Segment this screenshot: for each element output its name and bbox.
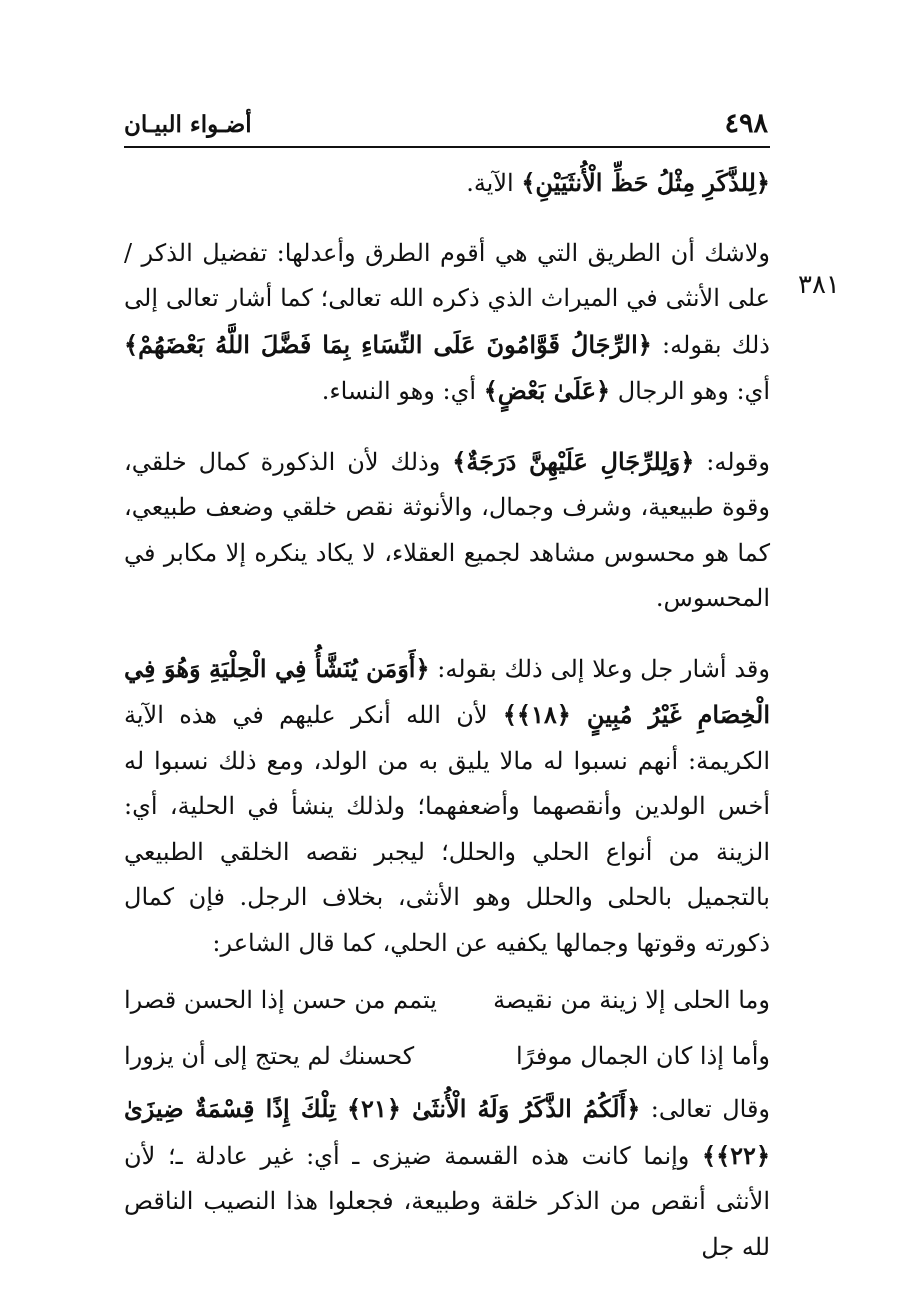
text-span: أي: وهو الرجال (610, 377, 770, 405)
header-rule (124, 146, 770, 148)
text-span: الآية. (466, 169, 522, 197)
text-span: وقوله: (694, 447, 770, 476)
text-span: لأن الله أنكر عليهم في هذه الآية الكريمة: أنهم نسبوا له مالا يليق به من الولد، ومع ذلك نسبوا له أخس الولدين وأنقصهما وأضعفهما؛ ولذلك ينشأ في الحلية، أي: الزينة من أنواع الحلي والحلل؛ ليجبر نقصه الخلقي الطبيعي بالتجميل بالحلى والحلل وهو الأنثى، بخلاف الرجل. فإن كمال ذكورته وقوتها وجمالها يكفيه عن الحلي، كما قال الشاعر: (124, 701, 770, 957)
poem-verse-line (124, 974, 770, 1030)
poem-second-hemistich: يتمم من حسن إذا الحسن قصرا (124, 986, 437, 1014)
paragraph-verse-fragment (124, 160, 770, 207)
quran-verse: ﴿أَلَكُمُ الذَّكَرُ وَلَهُ الْأُنثَىٰ ﴿٢١﴾ تِلْكَ إِذًا قِسْمَةٌ ضِيزَىٰ ﴿٢٢﴾﴾ (124, 1094, 770, 1170)
page-header (124, 106, 768, 146)
quran-verse: ﴿أَوَمَن يُنَشَّأُ فِي الْحِلْيَةِ وَهُوَ فِي الْخِصَامِ غَيْرُ مُبِينٍ ﴿١٨﴾﴾ (124, 653, 770, 729)
body-text (124, 160, 770, 1294)
quran-verse: ﴿عَلَىٰ بَعْضٍ﴾ (483, 376, 611, 405)
quran-verse: ﴿وَلِلرِّجَالِ عَلَيْهِنَّ دَرَجَةٌ﴾ (452, 446, 695, 476)
paragraph-inheritance (124, 231, 770, 415)
paragraph-adornment (124, 646, 770, 967)
running-title: أضـواء البيـان (124, 111, 252, 138)
paragraph-degree (124, 439, 770, 622)
poem-verse-line (124, 1030, 770, 1086)
margin-page-reference: ٣٨١ (798, 270, 840, 300)
text-span: وذلك لأن الذكورة كمال خلقي، وقوة طبيعية، وشرف وجمال، والأنوثة نقص خلقي وضعف طبيعي، كما هو محسوس مشاهد لجميع العقلاء، لا يكاد ينكره إلا مكابر في المحسوس. (124, 447, 770, 612)
poem-second-hemistich: كحسنك لم يحتج إلى أن يزورا (124, 1042, 415, 1070)
text-span: وقال تعالى: (640, 1095, 771, 1123)
text-span: ولاشك أن الطريق التي هي أقوم الطرق وأعدلها: تفضيل الذكر / على الأنثى في الميراث الذي ذكره الله تعالى؛ كما أشار تعالى إلى ذلك بقوله: (124, 238, 771, 359)
paragraph-unjust-division (124, 1086, 770, 1270)
quran-verse: ﴿لِلذَّكَرِ مِثْلُ حَظِّ الْأُنثَيَيْنِ﴾ (521, 168, 770, 197)
text-span: وإنما كانت هذه القسمة ضيزى ـ أي: غير عادلة ـ؛ لأن الأنثى أنقص من الذكر خلقة وطبيعة، فجعلوا هذا النصيب الناقص لله جل (124, 1141, 770, 1261)
poem-first-hemistich: وما الحلى إلا زينة من نقيصة (493, 986, 770, 1014)
page-number: ٤٩٨ (724, 108, 768, 139)
poem-first-hemistich: وأما إذا كان الجمال موفرًا (515, 1042, 770, 1070)
quran-verse: ﴿الرِّجَالُ قَوَّامُونَ عَلَى النِّسَاءِ بِمَا فَضَّلَ اللَّهُ بَعْضَهُمْ﴾ (124, 329, 652, 359)
text-span: أي: وهو النساء. (321, 377, 484, 405)
text-span: وقد أشار جل وعلا إلى ذلك بقوله: (429, 654, 770, 683)
